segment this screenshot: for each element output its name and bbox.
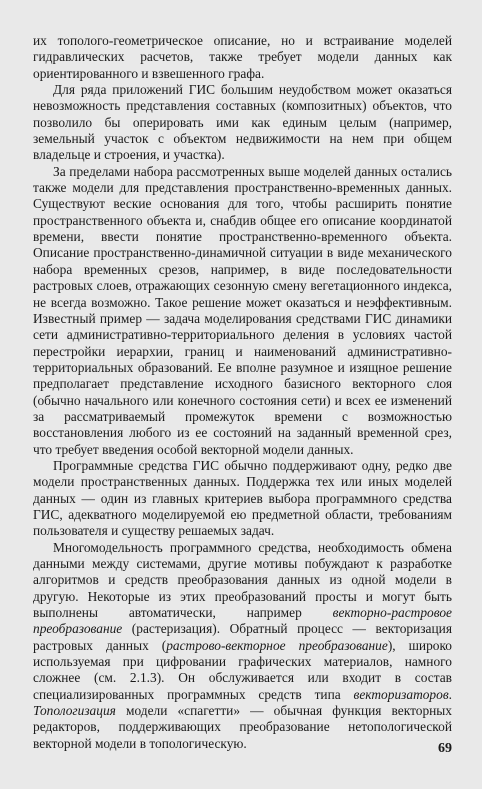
body-text <box>33 33 452 752</box>
text-run: ), широко используемая при цифровании графических материалов, намного сложнее (см. 2.1.3). Он обслуживается или входит в состав специализированных программных средств типа <box>33 637 452 702</box>
paragraph <box>33 82 452 164</box>
paragraph <box>33 164 452 458</box>
italic-term: растрово-векторное преобразование <box>166 637 388 653</box>
text-run: Программные средства ГИС обычно поддерживают одну, редко две модели пространственных данных. Поддержка тех или иных моделей данных — один из главных критериев выбора программного средства ГИС, адекватного моделируемой ею предметной области, требованиям пользователя и существу решаемых задач. <box>33 457 452 539</box>
text-run: Многомодельность программного средства, необходимость обмена данными между системами, другие мотивы побуждают к разработке алгоритмов и средств преобразования данных из одной модели в другую. Некоторые из этих преобразований просты и могут быть выполнены автоматически, например <box>33 539 452 621</box>
text-run: (растеризация). Обратный процесс — векторизация растровых данных ( <box>33 621 452 653</box>
paragraph <box>33 33 452 82</box>
page-number: 69 <box>438 741 452 756</box>
text-run: их тополого-геометрическое описание, но и встраивание моделей гидравлических расчетов, также требует модели данных как ориентированного и взвешенного графа. <box>33 33 452 81</box>
text-run: модели «спагетти» — обычная функция векторных редакторов, поддерживающих преобразование нетопологической векторной модели в топологическую. <box>33 703 452 751</box>
text-run: За пределами набора рассмотренных выше моделей данных остались также модели для представления пространственно-временных данных. Существуют веские основания для того, чтобы расширить понятие пространственного объекта и, снабдив общее его описание координатой времени, ввести понятие пространственно-временного объекта. Описание пространственно-динамичной ситуации в виде механического набора временных срезов, например, в виде последовательности растровых слоев, отражающих сезонную смену вегетационного индекса, не всегда возможно. Такое решение может оказаться и неэффективным. Известный пример — задача моделирования средствами ГИС динамики сети административно-территориального деления в условиях частой перестройки иерархии, границ и наименований административно-территориальных образований. Ее вполне разумное и изящное решение предполагает представление исходного базисного векторного слоя (обычно начального или конечного состояния сети) и всех ее изменений за рассматриваемый промежуток времени с возможностью восстановления любого из ее состояний на заданный временной срез, что требует введения особой векторной модели данных. <box>33 163 452 457</box>
paragraph <box>33 458 452 540</box>
paragraph <box>33 540 452 752</box>
italic-term: векторно-растровое преобразование <box>33 605 452 637</box>
text-run: . <box>448 686 452 702</box>
italic-term: Топологизация <box>33 703 116 719</box>
italic-term: векторизаторов <box>353 686 449 702</box>
text-run: Для ряда приложений ГИС большим неудобством может оказаться невозможность представления составных (композитных) объектов, что позволило бы оперировать ими как единым целым (например, земельный участок с объектом недвижимости на нем при общем владельце и строения, и участка). <box>33 82 452 163</box>
